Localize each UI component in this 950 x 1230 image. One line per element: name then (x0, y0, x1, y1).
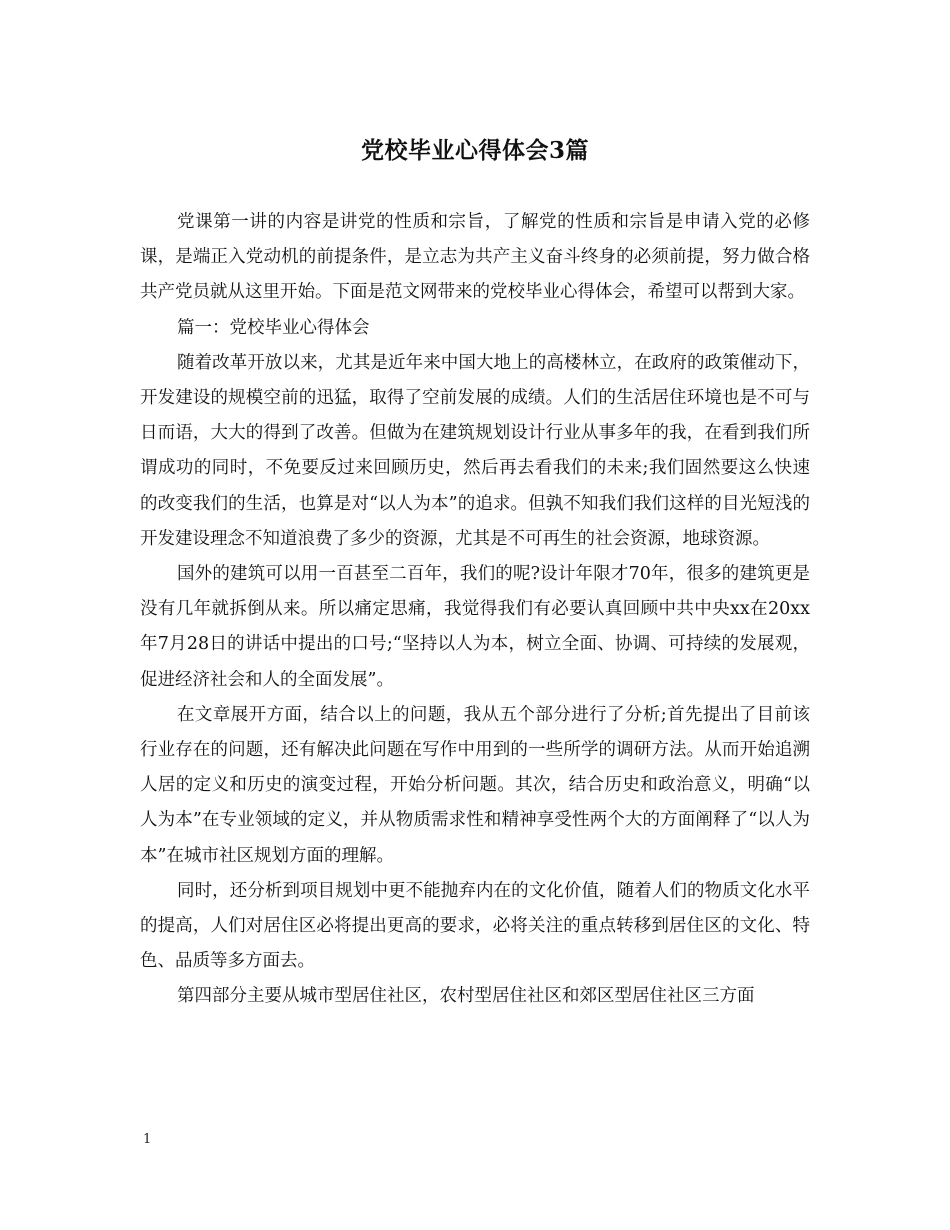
paragraph-intro: 党课第一讲的内容是讲党的性质和宗旨，了解党的性质和宗旨是申请入党的必修课，是端正入党动机的前提条件，是立志为共产主义奋斗终身的必须前提，努力做合格共产党员就从这里开始。下面是范文网带来的党校毕业心得体会，希望可以帮到大家。 (140, 212, 810, 303)
document-title: 党校毕业心得体会3篇 (360, 137, 589, 164)
document-body (140, 205, 810, 1015)
paragraph-body: 在文章展开方面，结合以上的问题，我从五个部分进行了分析;首先提出了目前该行业存在的问题，还有解决此问题在写作中用到的一些所学的调研方法。从而开始追溯人居的定义和历史的演变过程，开始分析问题。其次，结合历史和政治意义，明确“以人为本”在专业领域的定义，并从物质需求性和精神享受性两个大的方面阐释了“以人为本”在城市社区规划方面的理解。 (140, 704, 810, 866)
paragraph-body: 第四部分主要从城市型居住社区，农村型居住社区和郊区型居住社区三方面 (177, 986, 755, 1007)
paragraph-body: 同时，还分析到项目规划中更不能抛弃内在的文化价值，随着人们的物质文化水平的提高，人们对居住区必将提出更高的要求，必将关注的重点转移到居住区的文化、特色、品质等多方面去。 (140, 880, 810, 972)
paragraph-body: 国外的建筑可以用一百甚至二百年，我们的呢?设计年限才70年，很多的建筑更是没有几年就拆倒从来。所以痛定思痛，我觉得我们有必要认真回顾中共中央xx在20xx年7月28日的讲话中提出的口号;“坚持以人为本，树立全面、协调、可持续的发展观，促进经济社会和人的全面发展”。 (140, 564, 810, 690)
page-number: 1 (143, 1132, 152, 1147)
paragraph-body: 随着改革开放以来，尤其是近年来中国大地上的高楼林立，在政府的政策催动下，开发建设的规模空前的迅猛，取得了空前发展的成绩。人们的生活居住环境也是不可与日而语，大大的得到了改善。但做为在建筑规划设计行业从事多年的我，在看到我们所谓成功的同时，不免要反过来回顾历史，然后再去看我们的未来;我们固然要这么快速的改变我们的生活，也算是对“以人为本”的追求。但孰不知我们我们这样的目光短浅的开发建设理念不知道浪费了多少的资源，尤其是不可再生的社会资源，地球资源。 (140, 352, 810, 549)
paragraph-section-heading: 篇一：党校毕业心得体会 (177, 317, 370, 338)
